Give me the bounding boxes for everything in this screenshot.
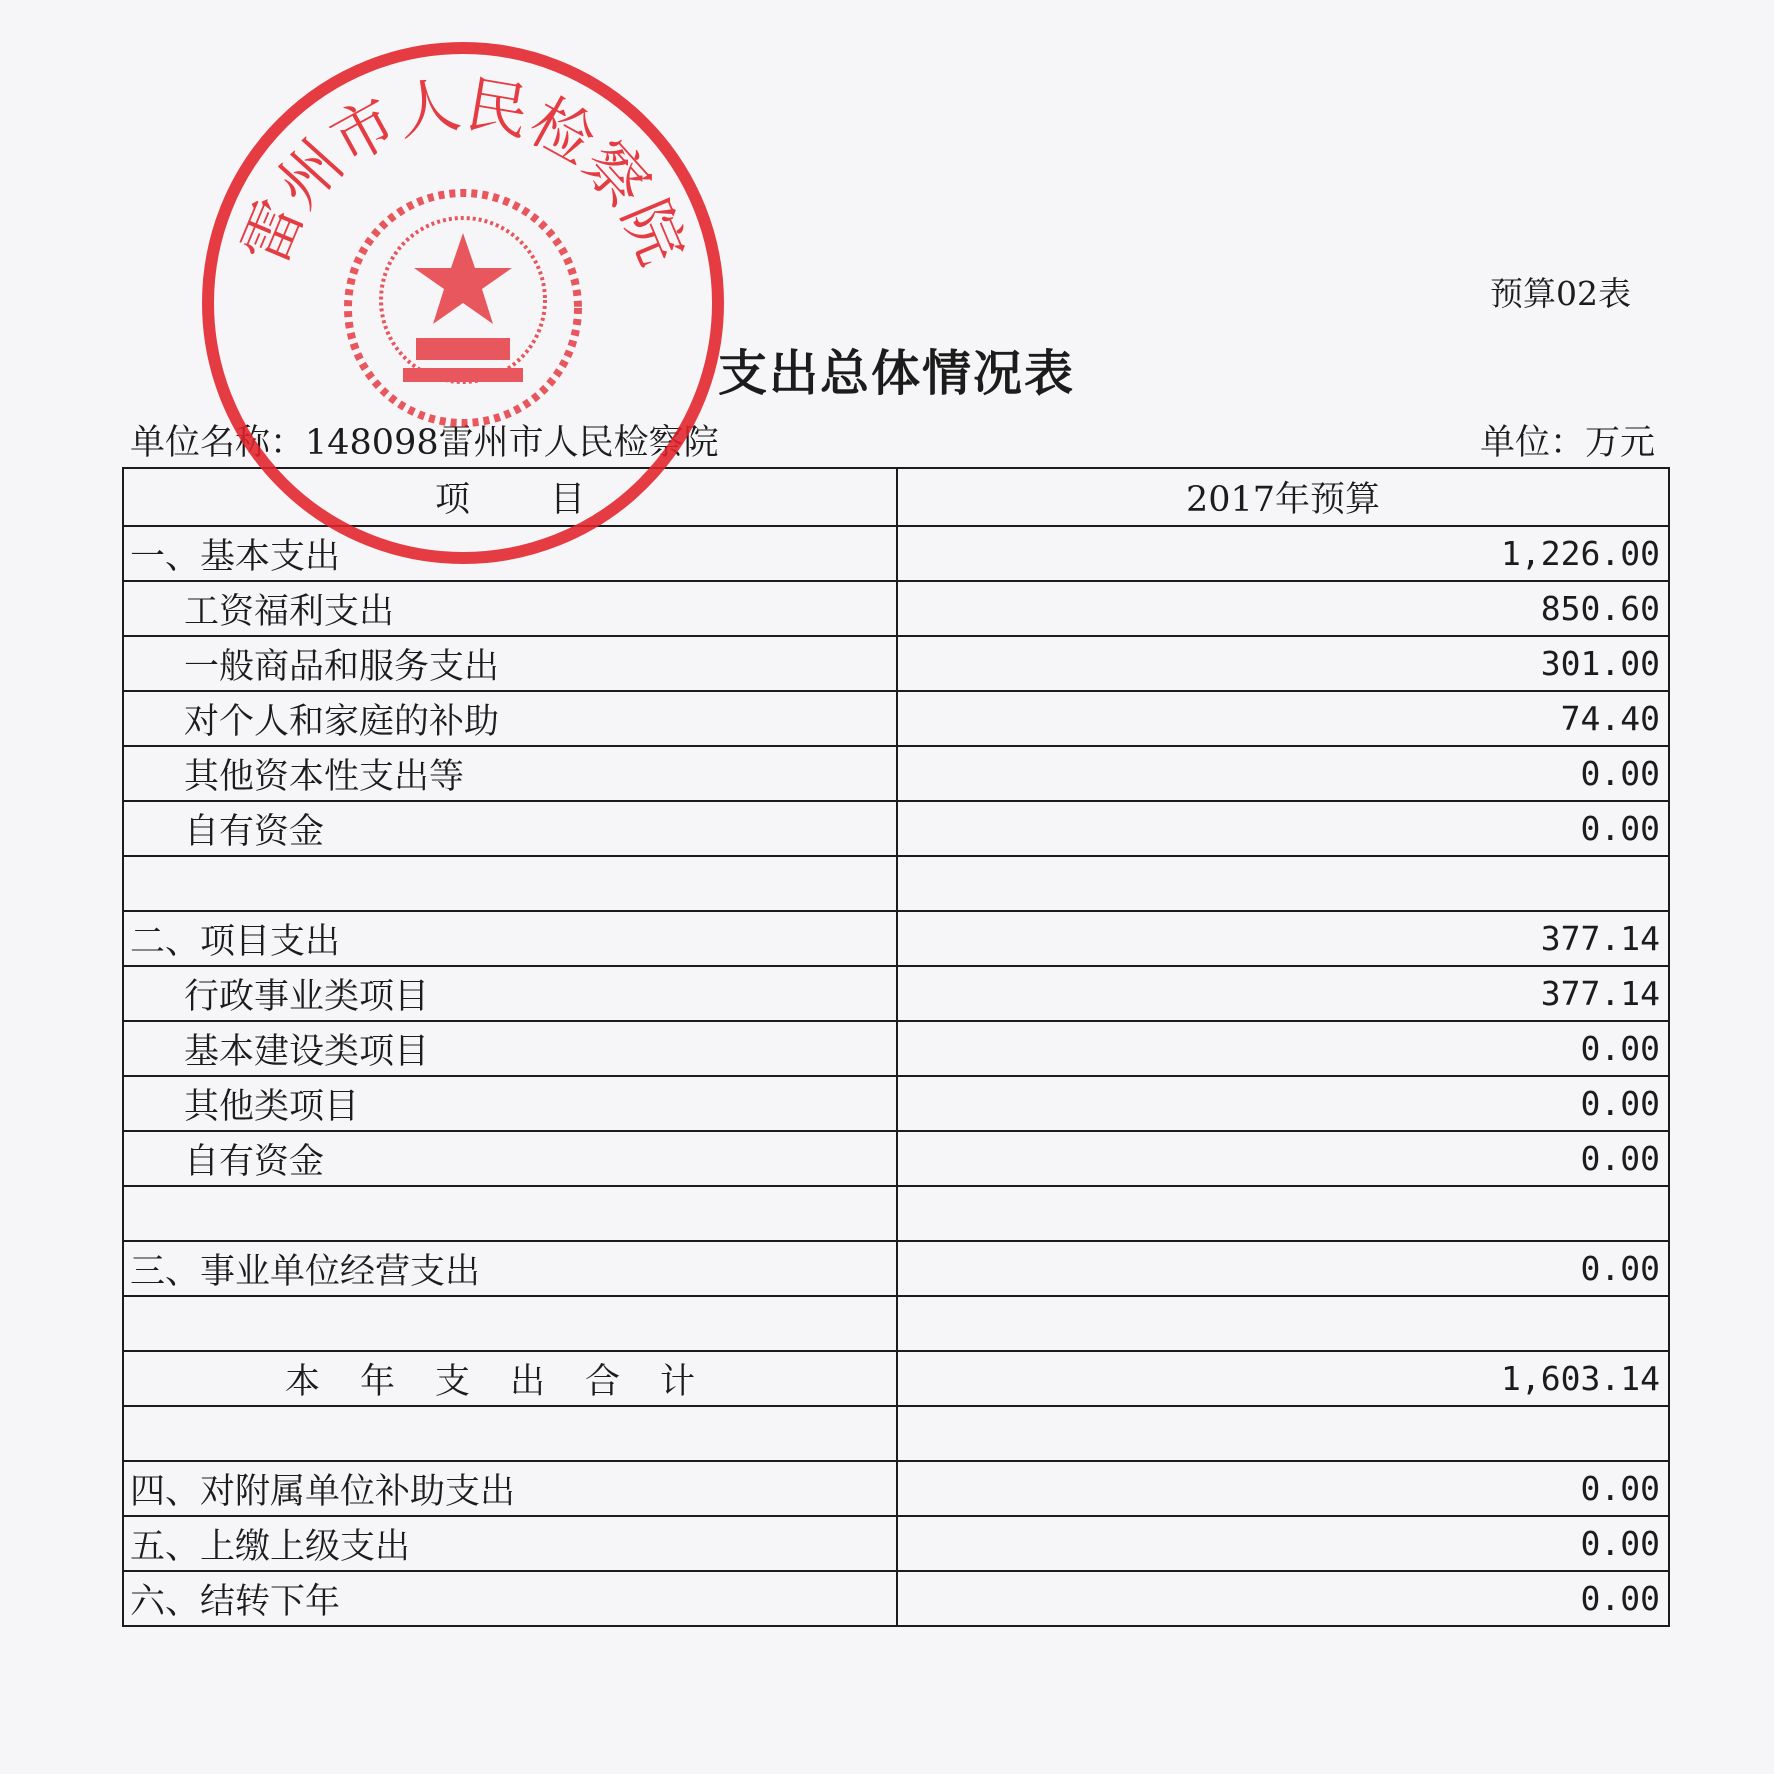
row-label: 四、对附属单位补助支出 — [123, 1461, 897, 1516]
page-title: 支出总体情况表 — [718, 344, 1076, 402]
total-label-text: 本年支出合计 — [284, 1361, 735, 1402]
row-label — [123, 1296, 897, 1351]
national-emblem-icon — [348, 193, 578, 423]
row-label: 一般商品和服务支出 — [123, 636, 897, 691]
row-label: 三、事业单位经营支出 — [123, 1241, 897, 1296]
row-label: 其他类项目 — [123, 1076, 897, 1131]
row-value: 0.00 — [897, 1241, 1669, 1296]
header-budget: 2017年预算 — [897, 468, 1669, 526]
table-row — [123, 1241, 1669, 1296]
header-item-text: 项目 — [434, 480, 665, 520]
expenditure-table — [122, 467, 1670, 1627]
row-value: 0.00 — [897, 1516, 1669, 1571]
unit-name-label: 单位名称：148098雷州市人民检察院 — [130, 423, 719, 463]
row-label: 基本建设类项目 — [123, 1021, 897, 1076]
row-value: 0.00 — [897, 1021, 1669, 1076]
table-row — [123, 581, 1669, 636]
table-row-blank — [123, 856, 1669, 911]
form-number: 预算02表 — [1490, 274, 1631, 313]
row-value: 0.00 — [897, 1461, 1669, 1516]
table-row — [123, 1461, 1669, 1516]
row-label: 二、项目支出 — [123, 911, 897, 966]
total-value: 1,603.14 — [897, 1351, 1669, 1406]
row-label: 对个人和家庭的补助 — [123, 691, 897, 746]
row-value: 0.00 — [897, 1076, 1669, 1131]
row-label: 六、结转下年 — [123, 1571, 897, 1626]
table-row-blank — [123, 1406, 1669, 1461]
row-label: 其他资本性支出等 — [123, 746, 897, 801]
table-header-row — [123, 468, 1669, 526]
row-value: 0.00 — [897, 1131, 1669, 1186]
table-row-total — [123, 1351, 1669, 1406]
table-row — [123, 1021, 1669, 1076]
table-row — [123, 526, 1669, 581]
row-value: 0.00 — [897, 746, 1669, 801]
table-row-blank — [123, 1296, 1669, 1351]
row-value: 74.40 — [897, 691, 1669, 746]
table-row — [123, 966, 1669, 1021]
seal-text: 雷州市人民检察院 — [226, 67, 700, 275]
row-label: 自有资金 — [123, 1131, 897, 1186]
row-value: 377.14 — [897, 966, 1669, 1021]
row-label: 自有资金 — [123, 801, 897, 856]
table-row — [123, 746, 1669, 801]
row-label: 五、上缴上级支出 — [123, 1516, 897, 1571]
row-label: 工资福利支出 — [123, 581, 897, 636]
table-row — [123, 801, 1669, 856]
row-label: 一、基本支出 — [123, 526, 897, 581]
header-item — [123, 468, 897, 526]
table-row — [123, 636, 1669, 691]
row-label: 行政事业类项目 — [123, 966, 897, 1021]
row-value — [897, 1406, 1669, 1461]
table-row — [123, 911, 1669, 966]
row-value: 377.14 — [897, 911, 1669, 966]
table-row — [123, 1516, 1669, 1571]
table-row — [123, 1076, 1669, 1131]
currency-unit-label: 单位：万元 — [1480, 423, 1656, 463]
row-label — [123, 1406, 897, 1461]
row-value — [897, 1186, 1669, 1241]
row-value — [897, 1296, 1669, 1351]
row-label — [123, 856, 897, 911]
row-value: 301.00 — [897, 636, 1669, 691]
row-value: 1,226.00 — [897, 526, 1669, 581]
row-value: 850.60 — [897, 581, 1669, 636]
row-value — [897, 856, 1669, 911]
table-row — [123, 1131, 1669, 1186]
row-value: 0.00 — [897, 801, 1669, 856]
table-row-blank — [123, 1186, 1669, 1241]
total-label — [123, 1351, 897, 1406]
row-label — [123, 1186, 897, 1241]
table-row — [123, 691, 1669, 746]
table-row — [123, 1571, 1669, 1626]
row-value: 0.00 — [897, 1571, 1669, 1626]
